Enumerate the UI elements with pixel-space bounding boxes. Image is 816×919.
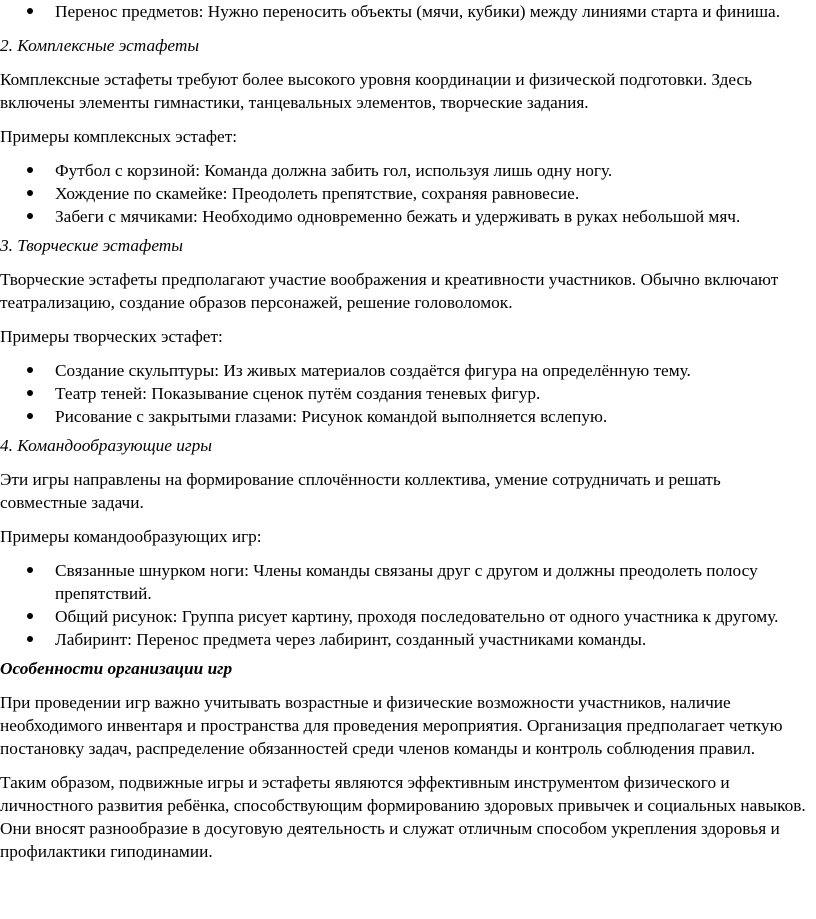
list-item: Перенос предметов: Нужно переносить объекты (мячи, кубики) между линиями старта и финиша. (0, 0, 806, 23)
list-item: Связанные шнурком ноги: Члены команды связаны друг с другом и должны преодолеть полосу препятствий. (0, 559, 806, 605)
list-item: Рисование с закрытыми глазами: Рисунок командой выполняется вслепую. (0, 405, 806, 428)
section-paragraph-complex: Комплексные эстафеты требуют более высокого уровня координации и физической подготовки. Здесь включены элементы гимнастики, танцевальных элементов, творческие задания. (0, 70, 753, 112)
list-item: Общий рисунок: Группа рисует картину, проходя последовательно от одного участника к другому. (0, 605, 806, 628)
list-item: Театр теней: Показывание сценок путём создания теневых фигур. (0, 382, 806, 405)
section-heading-creative: 3. Творческие эстафеты (0, 236, 183, 255)
section-paragraph-creative: Творческие эстафеты предполагают участие воображения и креативности участников. Обычно включают театрализацию, создание образов персонажей, решение головоломок. (0, 270, 779, 312)
list-item: Создание скульптуры: Из живых материалов создаётся фигура на определённую тему. (0, 359, 806, 382)
list-item: Футбол с корзиной: Команда должна забить гол, используя лишь одну ногу. (0, 159, 806, 182)
organization-paragraph: При проведении игр важно учитывать возрастные и физические возможности участников, наличие необходимого инвентаря и пространства для проведения мероприятия. Организация предполагает четкую постановку задач, распределение обязанностей среди членов команды и контроль соблюдения правил. (0, 693, 783, 758)
relay-list-simple (0, 0, 806, 23)
conclusion-paragraph: Таким образом, подвижные игры и эстафеты являются эффективным инструментом физического и личностного развития ребёнка, способствующим формированию здоровых привычек и социальных навыков. Они вносят разнообразие в досуговую деятельность и служат отличным способом укрепления здоровья и профилактики гиподинамии. (0, 773, 806, 861)
relay-list-complex (0, 159, 806, 228)
section-heading-complex: 2. Комплексные эстафеты (0, 36, 200, 55)
list-item: Лабиринт: Перенос предмета через лабиринт, созданный участниками команды. (0, 628, 806, 651)
relay-list-team (0, 559, 806, 651)
section-heading-team: 4. Командообразующие игры (0, 436, 212, 455)
examples-label-complex: Примеры комплексных эстафет: (0, 127, 238, 146)
section-paragraph-team: Эти игры направлены на формирование сплочённости коллектива, умение сотрудничать и решать совместные задачи. (0, 470, 721, 512)
list-item: Забеги с мячиками: Необходимо одновременно бежать и удерживать в руках небольшой мяч. (0, 205, 806, 228)
relay-list-creative (0, 359, 806, 428)
examples-label-creative: Примеры творческих эстафет: (0, 327, 223, 346)
examples-label-team: Примеры командообразующих игр: (0, 527, 262, 546)
list-item: Хождение по скамейке: Преодолеть препятствие, сохраняя равновесие. (0, 182, 806, 205)
organization-heading: Особенности организации игр (0, 659, 233, 678)
